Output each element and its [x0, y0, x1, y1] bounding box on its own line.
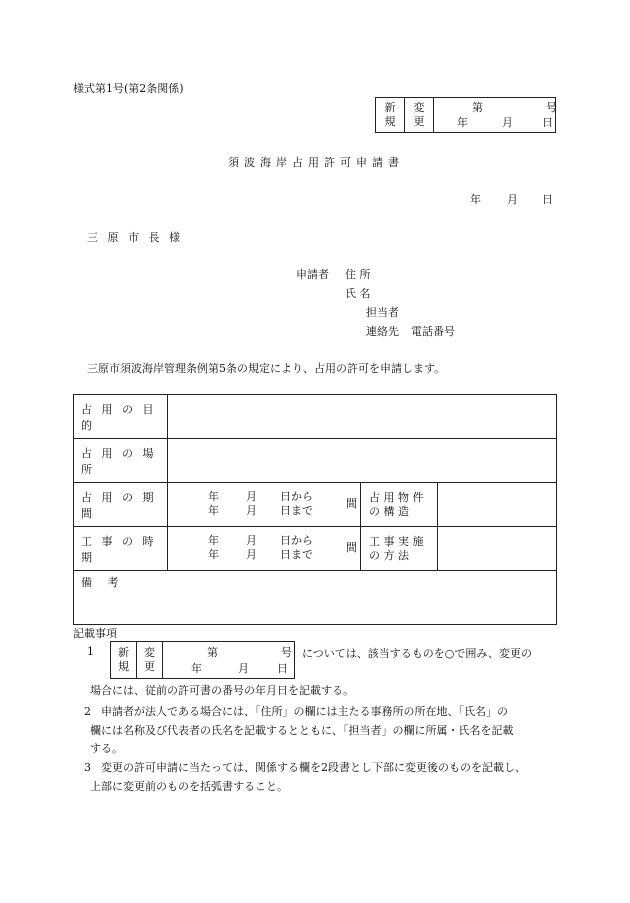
registration-stamp-box	[375, 97, 556, 133]
note-number-cell: 第 号 年 月 日	[163, 642, 295, 679]
work-dates-field[interactable]: 年 月 日から 年 月 日まで 間	[168, 527, 361, 571]
contact-label: 連絡先	[366, 325, 399, 338]
note-2-text-cont: 欄には名称及び代表者の氏名を記載するとともに、「担当者」の欄に所属・氏名を記載	[90, 724, 514, 737]
purpose-field[interactable]	[168, 395, 557, 439]
note-stamp-box	[110, 641, 295, 679]
structure-label: 占 用 物 件 の 構 造	[361, 483, 438, 527]
document-title: 須波海岸占用許可申請書	[228, 156, 404, 169]
note-3-text-cont: 上部に変更前のものを括弧書すること。	[90, 780, 288, 793]
date-month: 月	[507, 193, 518, 206]
note-2-number: 2	[84, 705, 91, 718]
name-label: 氏 名	[345, 287, 371, 300]
note-3-text: 変更の許可申請に当たっては、関係する欄を2段書とし下部に変更後のものを記載し、	[101, 761, 526, 774]
change-label: 変 更	[405, 98, 434, 133]
application-statement: 三原市須波海岸管理条例第5条の規定により、占用の許可を申請します。	[87, 362, 446, 375]
application-table	[73, 394, 557, 625]
applicant-label: 申請者	[296, 268, 329, 281]
note-3-number: 3	[84, 761, 91, 774]
addressee: 三 原 市 長 様	[87, 231, 183, 244]
date-day: 日	[542, 193, 553, 206]
structure-field[interactable]	[438, 483, 557, 527]
notes-heading: 記載事項	[73, 627, 117, 640]
note-new-label: 新 規	[111, 642, 137, 679]
note-1-text-cont: 場合には、従前の許可書の番号の年月日を記載する。	[90, 684, 354, 697]
work-period-label: 工 事 の 時 期	[74, 527, 168, 571]
phone-label: 電話番号	[411, 325, 455, 338]
method-label: 工 事 実 施 の 方 法	[361, 527, 438, 571]
note-2-text: 申請者が法人である場合には、「住所」の欄には主たる事務所の所在地、「氏名」の	[101, 705, 508, 718]
place-label: 占 用 の 場 所	[74, 439, 168, 483]
place-field[interactable]	[168, 439, 557, 483]
note-1-number: 1	[87, 645, 94, 658]
remarks-field[interactable]	[74, 571, 557, 625]
note-2-text-end: する。	[90, 742, 123, 755]
permit-number-field[interactable]: 第 号 年 月 日	[434, 98, 556, 133]
method-field[interactable]	[438, 527, 557, 571]
note-1-text: については、該当するものを○で囲み、変更の	[302, 647, 533, 660]
date-year: 年	[470, 193, 481, 206]
period-label: 占 用 の 期 間	[74, 483, 168, 527]
purpose-label: 占 用 の 目 的	[74, 395, 168, 439]
note-change-label: 変 更	[137, 642, 163, 679]
form-number: 様式第1号(第2条関係)	[73, 82, 184, 95]
period-dates-field[interactable]: 年 月 日から 年 月 日まで 間	[168, 483, 361, 527]
remarks-label: 備 考	[81, 576, 125, 589]
address-label: 住 所	[345, 268, 371, 281]
new-label: 新 規	[376, 98, 405, 133]
person-in-charge-label: 担当者	[366, 306, 399, 319]
